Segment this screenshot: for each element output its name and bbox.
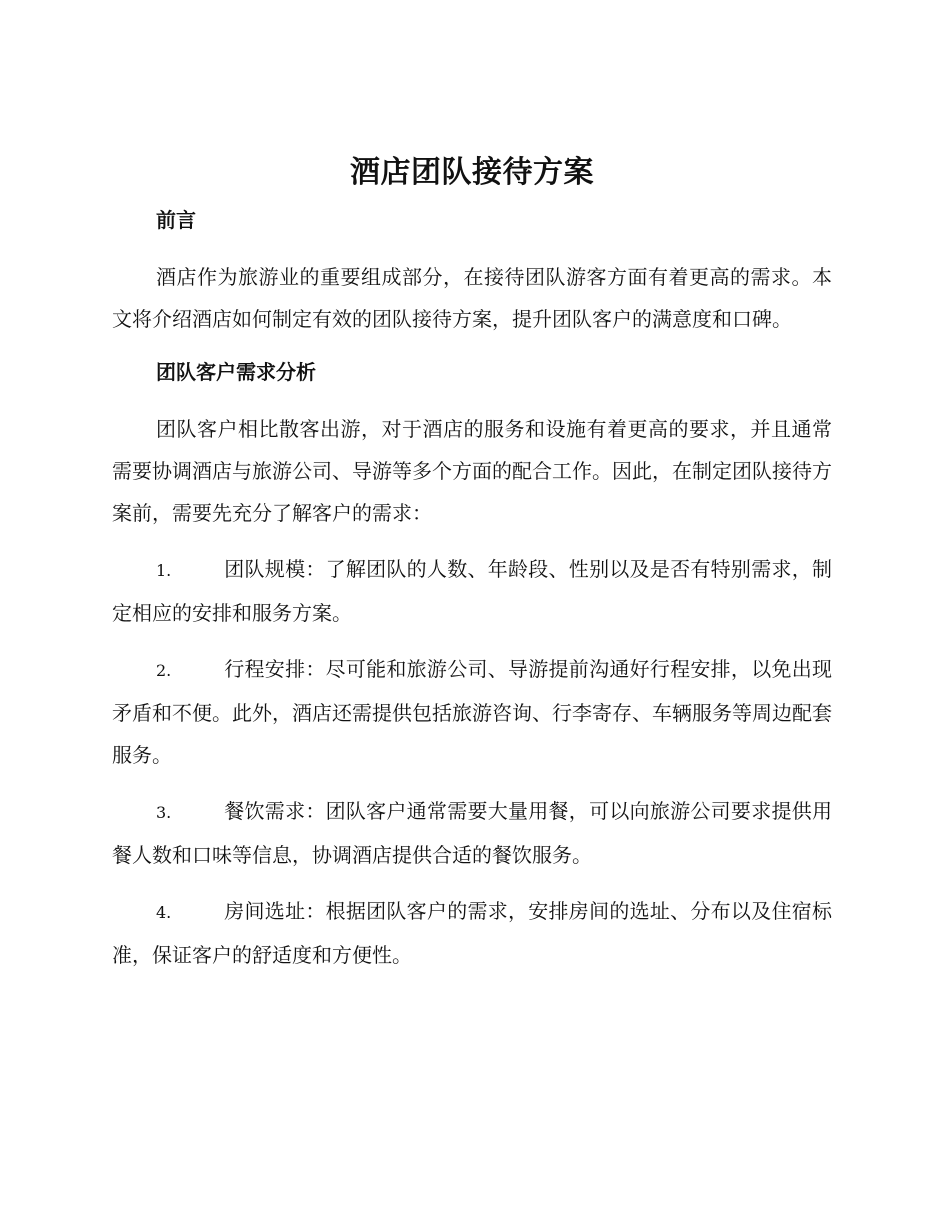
- list-item-text: 团队规模：了解团队的人数、年龄段、性别以及是否有特别需求，制定相应的安排和服务方案。: [112, 557, 832, 625]
- needs-intro-paragraph: 团队客户相比散客出游，对于酒店的服务和设施有着更高的要求，并且通常需要协调酒店与旅游公司、导游等多个方面的配合工作。因此，在制定团队接待方案前，需要先充分了解客户的需求：: [112, 417, 832, 525]
- list-item: [112, 790, 832, 876]
- list-item-number: 1.: [156, 561, 172, 580]
- list-item-text: 房间选址：根据团队客户的需求，安排房间的选址、分布以及住宿标准，保证客户的舒适度和方便性。: [112, 899, 832, 967]
- preface-paragraph: 酒店作为旅游业的重要组成部分，在接待团队游客方面有着更高的需求。本文将介绍酒店如何制定有效的团队接待方案，提升团队客户的满意度和口碑。: [112, 265, 832, 331]
- section-heading-needs-analysis: 团队客户需求分析: [156, 360, 316, 384]
- list-item-text: 餐饮需求：团队客户通常需要大量用餐，可以向旅游公司要求提供用餐人数和口味等信息，协调酒店提供合适的餐饮服务。: [112, 799, 832, 867]
- section-heading-preface: 前言: [156, 208, 196, 232]
- document-page: [112, 146, 832, 976]
- list-item-number: 2.: [156, 661, 172, 680]
- list-item-text: 行程安排：尽可能和旅游公司、导游提前沟通好行程安排，以免出现矛盾和不便。此外，酒店还需提供包括旅游咨询、行李寄存、车辆服务等周边配套服务。: [112, 657, 832, 767]
- list-item-number: 4.: [156, 903, 172, 922]
- list-item: [112, 890, 832, 976]
- document-title: 酒店团队接待方案: [350, 155, 594, 190]
- list-item: [112, 648, 832, 776]
- list-item: [112, 548, 832, 634]
- list-item-number: 3.: [156, 803, 172, 822]
